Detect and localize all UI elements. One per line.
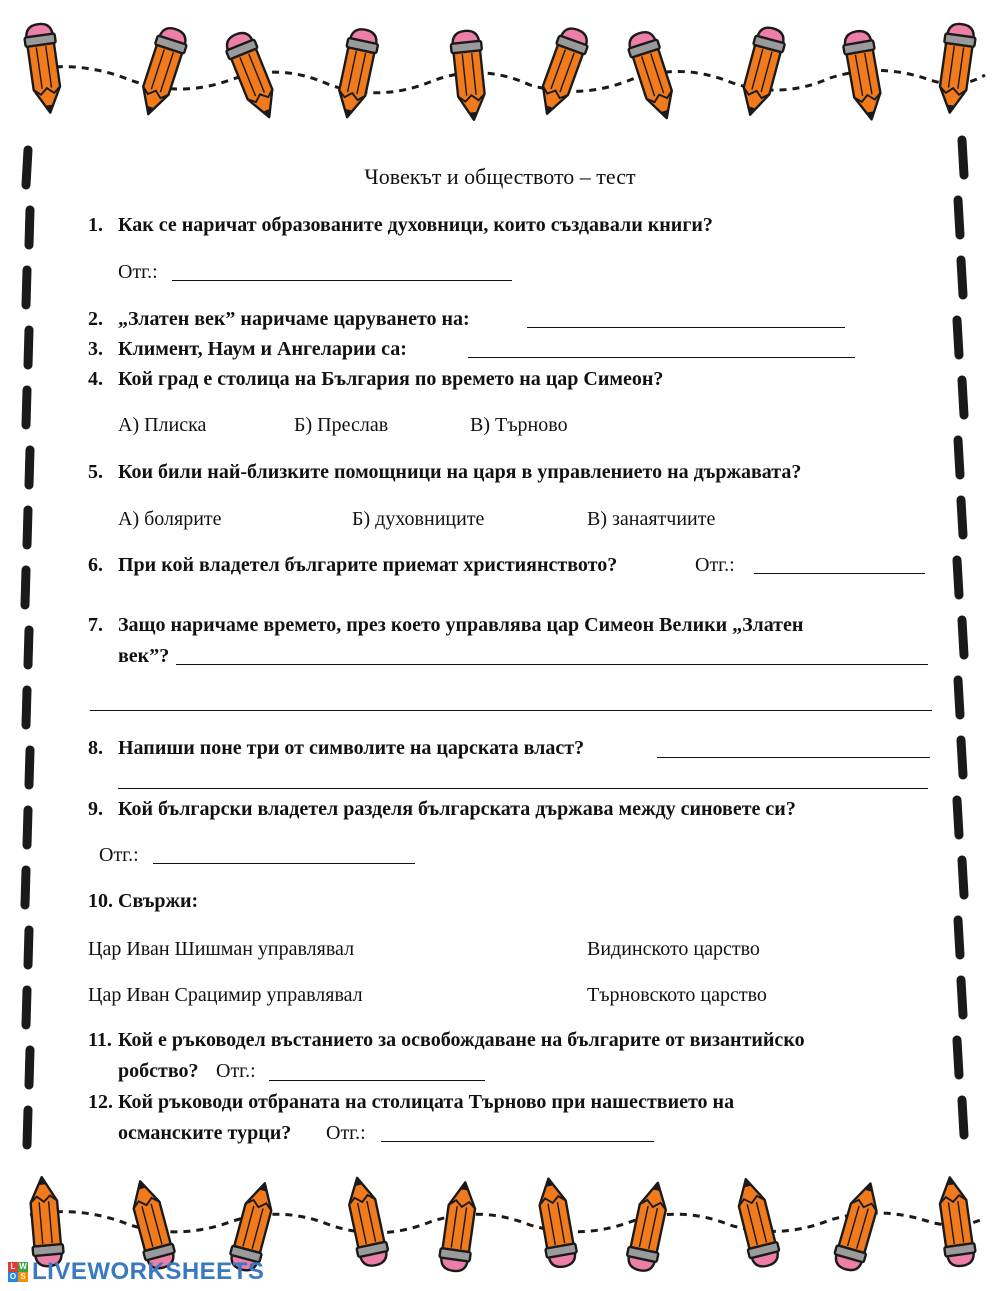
answer-line[interactable] <box>657 757 930 758</box>
answer-line[interactable] <box>172 280 512 281</box>
answer-label: Отг.: <box>326 1122 366 1144</box>
answer-label: Отг.: <box>216 1060 256 1082</box>
question-text: Кой е ръководел въстанието за освобождаване на българите от византийско <box>118 1029 805 1051</box>
question-text: При кой владетел българите приемат християнството? <box>118 554 618 576</box>
question-number: 11. <box>88 1029 112 1051</box>
question-number: 2. <box>88 308 103 330</box>
question-text: „Златен век” наричаме царуването на: <box>118 308 470 330</box>
answer-line[interactable] <box>90 710 932 711</box>
question-number: 1. <box>88 214 103 236</box>
question-number: 5. <box>88 461 103 483</box>
option-a[interactable]: А) Плиска <box>118 414 207 436</box>
answer-label: Отг.: <box>118 261 158 283</box>
answer-label: Отг.: <box>695 554 735 576</box>
question-number: 8. <box>88 737 103 759</box>
question-number: 6. <box>88 554 103 576</box>
question-text: Кой ръководи отбраната на столицата Търново при нашествието на <box>118 1091 735 1113</box>
question-text: Климент, Наум и Ангеларии са: <box>118 338 407 360</box>
question-text: Напиши поне три от символите на царската власт? <box>118 737 585 759</box>
question-number: 4. <box>88 368 103 390</box>
answer-line[interactable] <box>754 573 925 574</box>
question-text-cont: век”? <box>118 645 170 667</box>
question-number: 12. <box>88 1091 113 1113</box>
answer-line[interactable] <box>527 327 845 328</box>
liveworksheets-logo <box>8 1258 264 1286</box>
question-text-cont: робство? <box>118 1060 199 1082</box>
answer-line[interactable] <box>176 664 928 665</box>
liveworksheets-logo-icon: L W O S <box>9 1262 27 1281</box>
question-text: Защо наричаме времето, през което управлява цар Симеон Велики „Златен <box>118 614 804 636</box>
answer-line[interactable] <box>381 1141 654 1142</box>
match-right-item[interactable]: Търновското царство <box>587 984 767 1006</box>
answer-label: Отг.: <box>99 844 139 866</box>
question-text: Кой български владетел разделя българската държава между синовете си? <box>118 798 796 820</box>
question-number: 10. <box>88 890 113 912</box>
question-number: 3. <box>88 338 103 360</box>
option-b[interactable]: Б) Преслав <box>294 414 389 436</box>
question-text-cont: османските турци? <box>118 1122 292 1144</box>
brand-name: LIVEWORKSHEETS <box>32 1258 265 1285</box>
answer-line[interactable] <box>468 357 855 358</box>
option-b[interactable]: Б) духовниците <box>352 508 485 530</box>
option-c[interactable]: В) Търново <box>470 414 568 436</box>
match-left-item[interactable]: Цар Иван Шишман управлявал <box>88 938 355 960</box>
option-a[interactable]: А) болярите <box>118 508 222 530</box>
question-number: 7. <box>88 614 103 636</box>
answer-line[interactable] <box>118 788 928 789</box>
question-text: Кой град е столица на България по времето на цар Симеон? <box>118 368 664 390</box>
question-text: Кои били най-близките помощници на царя в управлението на държавата? <box>118 461 802 483</box>
answer-line[interactable] <box>153 863 415 864</box>
page-title: Човекът и обществото – тест <box>364 164 636 189</box>
question-number: 9. <box>88 798 103 820</box>
option-c[interactable]: В) занаятчиите <box>587 508 716 530</box>
question-text: Как се наричат образованите духовници, които създавали книги? <box>118 214 713 236</box>
match-right-item[interactable]: Видинското царство <box>587 938 760 960</box>
question-text: Свържи: <box>118 890 199 912</box>
answer-line[interactable] <box>269 1080 485 1081</box>
match-left-item[interactable]: Цар Иван Срацимир управлявал <box>88 984 363 1006</box>
